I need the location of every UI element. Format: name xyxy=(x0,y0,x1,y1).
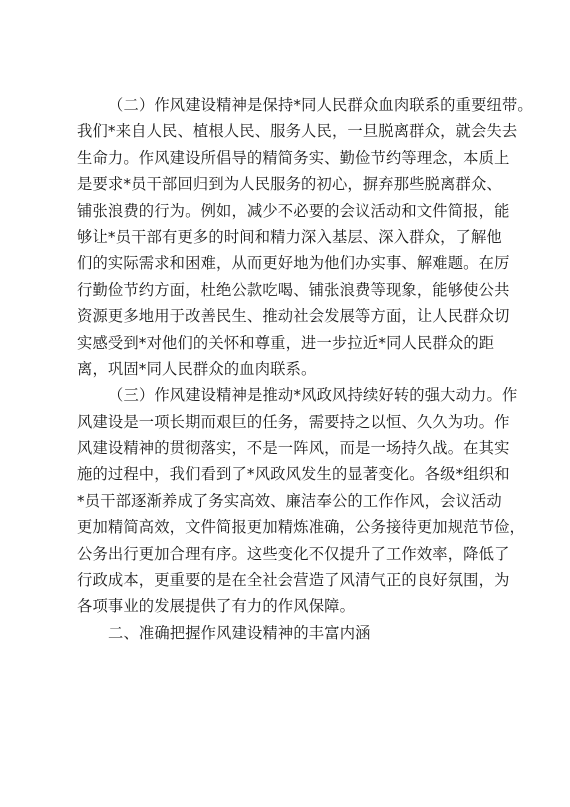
paragraph-line: 风建设是一项长期而艰巨的任务，需要持之以恒、久久为功。作 xyxy=(77,412,510,431)
paragraph-section-3 xyxy=(77,382,525,620)
paragraph-line: （二）作风建设精神是保持*同人民群众血肉联系的重要纽带。 xyxy=(108,96,533,114)
paragraph-line: 风建设精神的贯彻落实，不是一阵风，而是一场持久战。在其实 xyxy=(77,439,510,458)
paragraph-line: 行勤俭节约方面，杜绝公款吃喝、铺张浪费等现象，能够使公共 xyxy=(77,280,510,299)
paragraph-line: 施的过程中，我们看到了*风政风发生的显著变化。各级*组织和 xyxy=(77,465,510,484)
paragraph-line: 铺张浪费的行为。例如，减少不必要的会议活动和文件简报，能 xyxy=(77,201,510,220)
paragraph-line: 够让*员干部有更多的时间和精力深入基层、深入群众，了解他 xyxy=(77,227,502,246)
paragraph-line: 公务出行更加合理有序。这些变化不仅提升了工作效率，降低了 xyxy=(77,544,510,563)
paragraph-line: 各项事业的发展提供了有力的作风保障。 xyxy=(77,597,356,616)
paragraph-line: 行政成本，更重要的是在全社会营造了风清气正的良好氛围，为 xyxy=(77,571,510,590)
paragraph-line: 是要求*员干部回归到为人民服务的初心，摒弃那些脱离群众、 xyxy=(77,175,502,194)
paragraph-line: 们的实际需求和困难，从而更好地为他们办实事、解难题。在厉 xyxy=(77,254,510,273)
section-heading-block xyxy=(77,620,507,646)
paragraph-line: （三）作风建设精神是推动*风政风持续好转的强大动力。作 xyxy=(108,386,518,405)
paragraph-line: 实感受到*对他们的关怀和尊重，进一步拉近*同人民群众的距 xyxy=(77,333,495,352)
paragraph-line: 生命力。作风建设所倡导的精简务实、勤俭节约等理念，本质上 xyxy=(77,148,510,167)
document-body xyxy=(77,92,533,646)
paragraph-line: *员干部逐渐养成了务实高效、廉洁奉公的工作作风，会议活动 xyxy=(77,491,502,510)
paragraph-line: 我们*来自人民、植根人民、服务人民，一旦脱离群众，就会失去 xyxy=(77,122,518,141)
paragraph-line: 离，巩固*同人民群众的血肉联系。 xyxy=(77,359,317,378)
paragraph-line: 更加精简高效，文件简报更加精炼准确，公务接待更加规范节俭， xyxy=(77,518,525,537)
section-heading: 二、准确把握作风建设精神的丰富内涵 xyxy=(108,623,371,642)
paragraph-section-2 xyxy=(77,92,533,382)
paragraph-line: 资源更多地用于改善民生、推动社会发展等方面，让人民群众切 xyxy=(77,307,510,326)
